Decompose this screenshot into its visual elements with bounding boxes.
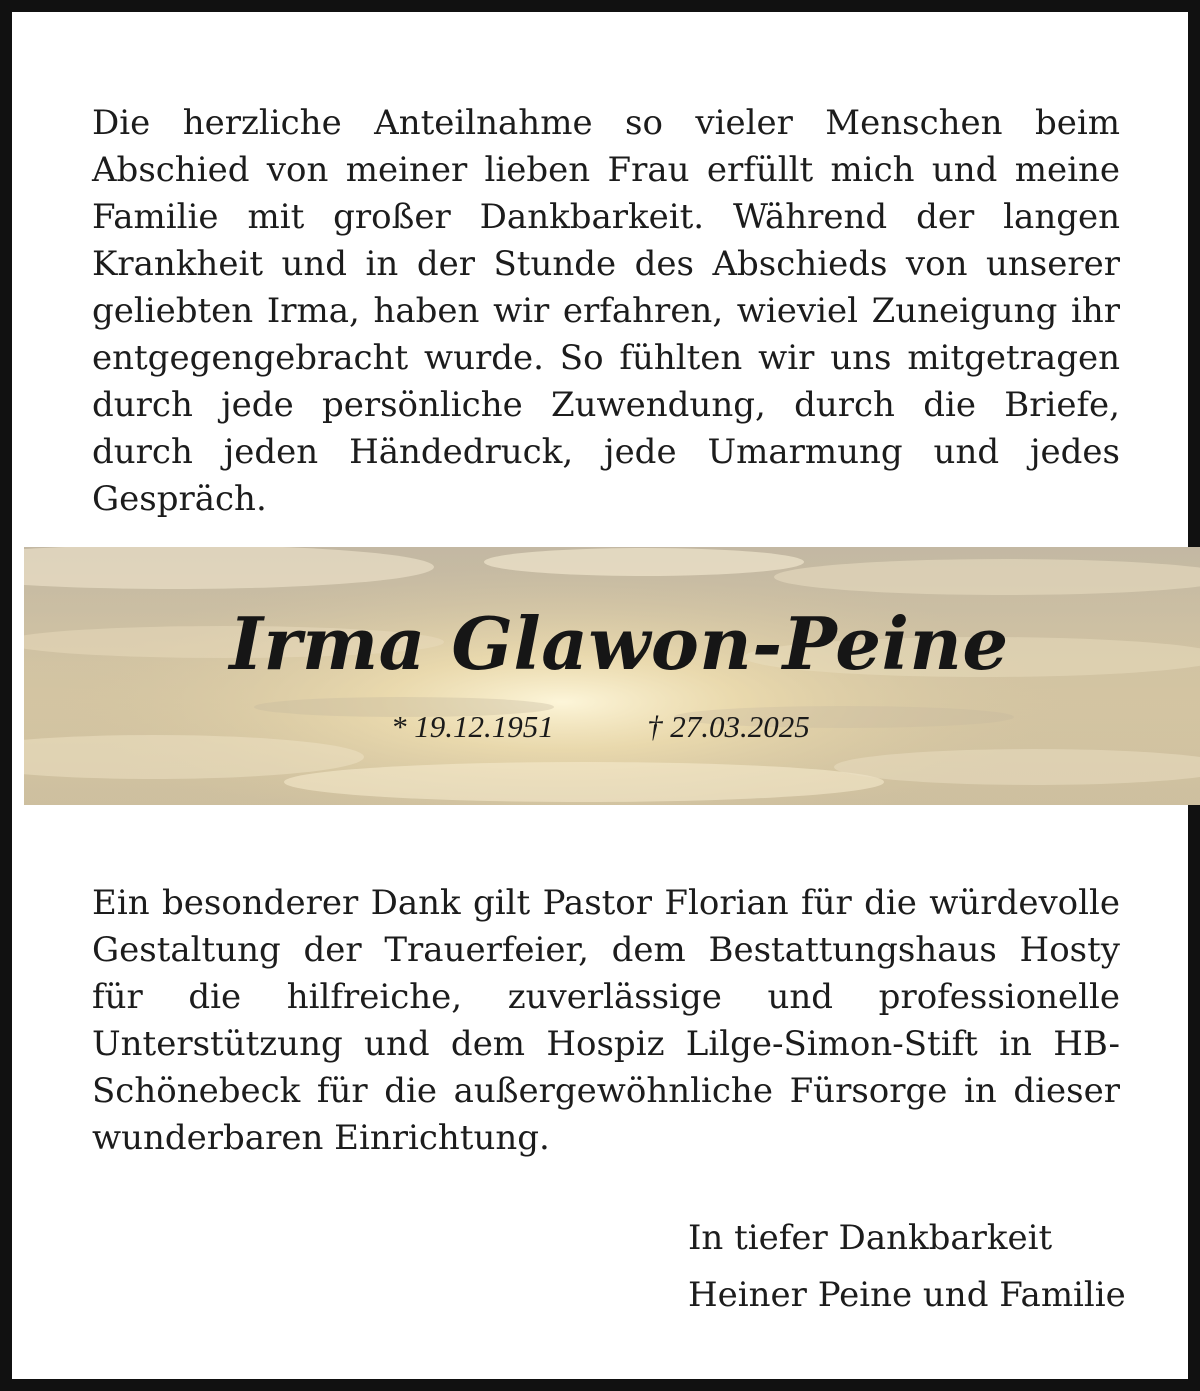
sky-banner [24, 547, 1200, 805]
death-date: † 27.03.2025 [647, 709, 810, 744]
deceased-name: Irma Glawon-Peine [229, 601, 1009, 686]
thanks-paragraph: Ein besonderer Dank gilt Pastor Florian für die würdevolle Gestaltung der Trauerfeier, dem Bestattungshaus Hosty für die hilfreiche, zuverlässige und professionelle Unterstützung und dem Hospiz Lilge-Simon-Stift in HB-Schönebeck für die außergewöhnliche Fürsorge in dieser wunderbaren Einrichtung. [92, 883, 1120, 1158]
signature-block [688, 1210, 1126, 1324]
birth-date: * 19.12.1951 [391, 709, 554, 744]
intro-paragraph: Die herzliche Anteilnahme so vieler Menschen beim Abschied von meiner lieben Frau erfüllt mich und meine Familie mit großer Dankbarkeit. Während der langen Krankheit und in der Stunde des Abschieds von unserer geliebten Irma, haben wir erfahren, wieviel Zuneigung ihr entgegengebracht wurde. So fühlten wir uns mitgetragen durch jede persönliche Zuwendung, durch die Briefe, durch jeden Händedruck, jede Umarmung und jedes Gespräch. [92, 103, 1120, 519]
signature-closing: In tiefer Dankbarkeit [688, 1218, 1053, 1258]
signature-names: Heiner Peine und Familie [688, 1275, 1126, 1315]
